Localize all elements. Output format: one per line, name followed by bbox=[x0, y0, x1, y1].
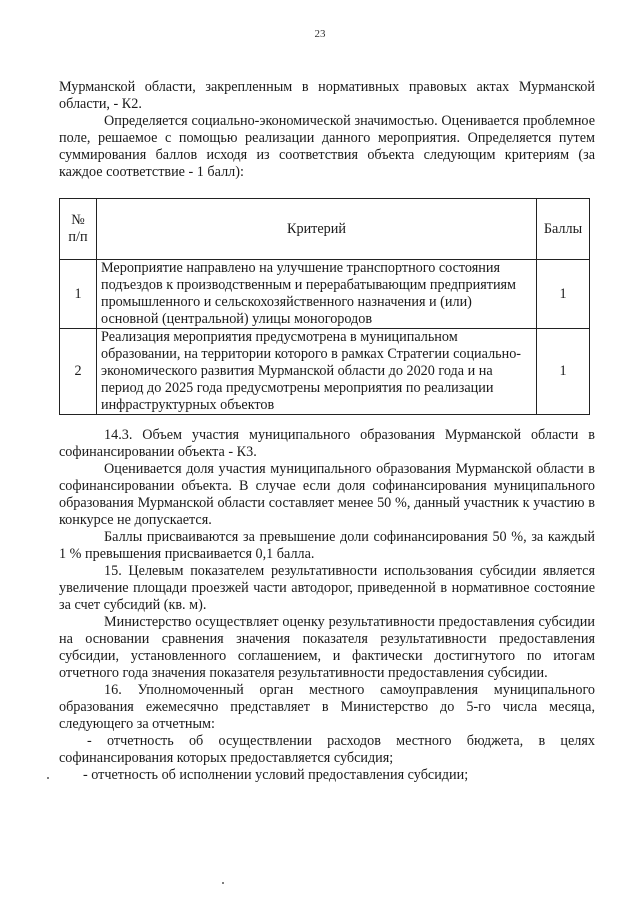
header-score: Баллы bbox=[537, 199, 590, 260]
row-score: 1 bbox=[537, 260, 590, 329]
paragraph-cofinancing-share: Оценивается доля участия муниципального образования Мурманской области в софинансировании объекта. В случае если доля софинансирования муниципального образования Мурманской области составляет менее 50 %, данный участник к участию в конкурсе не допускается. bbox=[59, 461, 595, 528]
header-number: № п/п bbox=[60, 199, 97, 260]
scan-speck bbox=[47, 777, 49, 779]
paragraph-16: 16. Уполномоченный орган местного самоуправления муниципального образования ежемесячно представляет в Министерство до 5-го числа месяца, следующего за отчетным: bbox=[59, 682, 595, 732]
document-body bbox=[59, 79, 595, 784]
page-number: 23 bbox=[314, 28, 326, 40]
bullet-conditions-report: - отчетность об исполнении условий предоставления субсидии; bbox=[83, 767, 469, 783]
row-number: 2 bbox=[60, 329, 97, 415]
table-row bbox=[60, 329, 590, 415]
scan-speck bbox=[222, 882, 224, 884]
criteria-table bbox=[59, 198, 590, 415]
row-criterion: Мероприятие направлено на улучшение транспортного состояния подъездов к производственным и перерабатывающим предприятиям промышленного и сельскохозяйственного назначения и (или) основной (центральной) улицы моногородов bbox=[97, 260, 537, 329]
paragraph-social-significance: Определяется социально-экономической значимостью. Оценивается проблемное поле, решаемое с помощью реализации данного мероприятия. Определяется путем суммирования баллов исходя из соответствия объекта следующим критериям (за каждое соответствие - 1 балл): bbox=[59, 113, 595, 180]
table-row bbox=[60, 260, 590, 329]
paragraph-15: 15. Целевым показателем результативности использования субсидии является увеличение площади проезжей части автодорог, приведенной в нормативное состояние за счет субсидий (кв. м). bbox=[59, 563, 595, 613]
paragraph-k2-end: Мурманской области, закрепленным в нормативных правовых актах Мурманской области, - К2. bbox=[59, 79, 595, 112]
paragraph-ministry-evaluation: Министерство осуществляет оценку результативности предоставления субсидии на основании сравнения значения показателя результативности предоставления субсидии, установленного соглашением, и фактически достигнутого по итогам отчетного года значения показателя результативности предоставления субсидии. bbox=[59, 614, 595, 681]
row-score: 1 bbox=[537, 329, 590, 415]
bullet-expenditure-report: - отчетность об осуществлении расходов местного бюджета, в целях софинансирования которых предоставляется субсидия; bbox=[59, 733, 595, 766]
paragraph-14-3: 14.3. Объем участия муниципального образования Мурманской области в софинансировании объекта - К3. bbox=[59, 427, 595, 460]
table-header-row bbox=[60, 199, 590, 260]
paragraph-points: Баллы присваиваются за превышение доли софинансирования 50 %, за каждый 1 % превышения присваивается 0,1 балла. bbox=[59, 529, 595, 562]
row-criterion: Реализация мероприятия предусмотрена в муниципальном образовании, на территории которого в рамках Стратегии социально-экономического развития Мурманской области до 2020 года и на период до 2025 года предусмотрены мероприятия по реализации инфраструктурных объектов bbox=[97, 329, 537, 415]
row-number: 1 bbox=[60, 260, 97, 329]
header-criterion: Критерий bbox=[97, 199, 537, 260]
